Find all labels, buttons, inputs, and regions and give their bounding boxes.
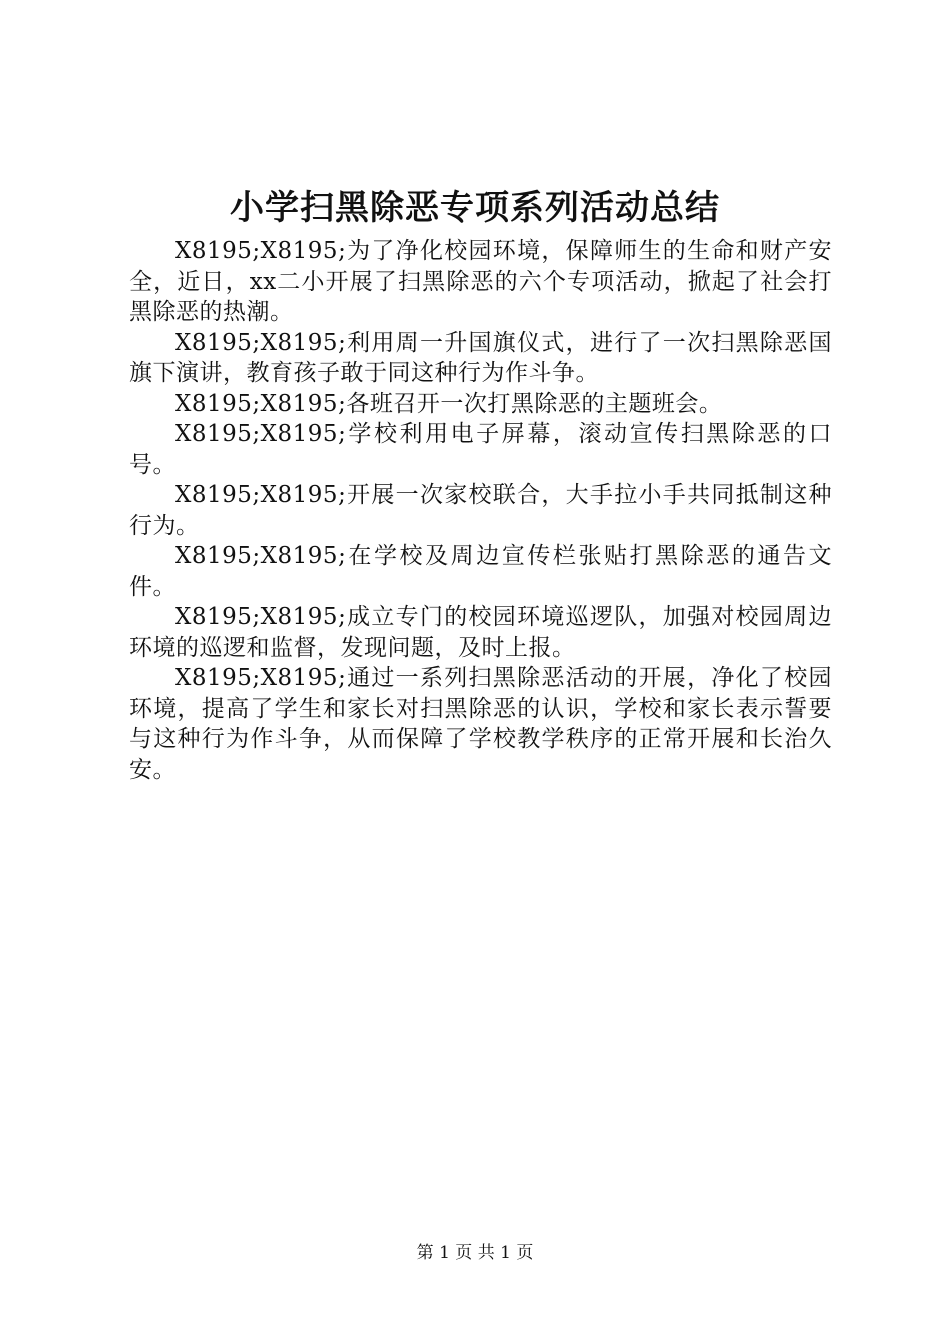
paragraph-2: X8195;X8195;利用周一升国旗仪式，进行了一次扫黑除恶国旗下演讲，教育孩子敢于同这种行为作斗争。 xyxy=(129,329,832,386)
page-title: 小学扫黑除恶专项系列活动总结 xyxy=(230,188,720,228)
paragraph-1: X8195;X8195;为了净化校园环境，保障师生的生命和财产安全，近日，xx二小开展了扫黑除恶的六个专项活动，掀起了社会打黑除恶的热潮。 xyxy=(129,238,832,325)
paragraph-7: X8195;X8195;成立专门的校园环境巡逻队，加强对校园周边环境的巡逻和监督，发现问题，及时上报。 xyxy=(129,604,832,661)
paragraph-6: X8195;X8195;在学校及周边宣传栏张贴打黑除恶的通告文件。 xyxy=(129,543,832,600)
paragraph-8: X8195;X8195;通过一系列扫黑除恶活动的开展，净化了校园环境，提高了学生和家长对扫黑除恶的认识，学校和家长表示誓要与这种行为作斗争，从而保障了学校教学秩序的正常开展和长治久安。 xyxy=(129,665,832,783)
paragraph-4: X8195;X8195;学校利用电子屏幕，滚动宣传扫黑除恶的口号。 xyxy=(129,421,832,478)
paragraph-3: X8195;X8195;各班召开一次打黑除恶的主题班会。 xyxy=(175,390,723,417)
paragraph-5: X8195;X8195;开展一次家校联合，大手拉小手共同抵制这种行为。 xyxy=(129,482,832,539)
document-body xyxy=(129,236,832,785)
page-number-footer: 第 1 页 共 1 页 xyxy=(416,1243,534,1263)
